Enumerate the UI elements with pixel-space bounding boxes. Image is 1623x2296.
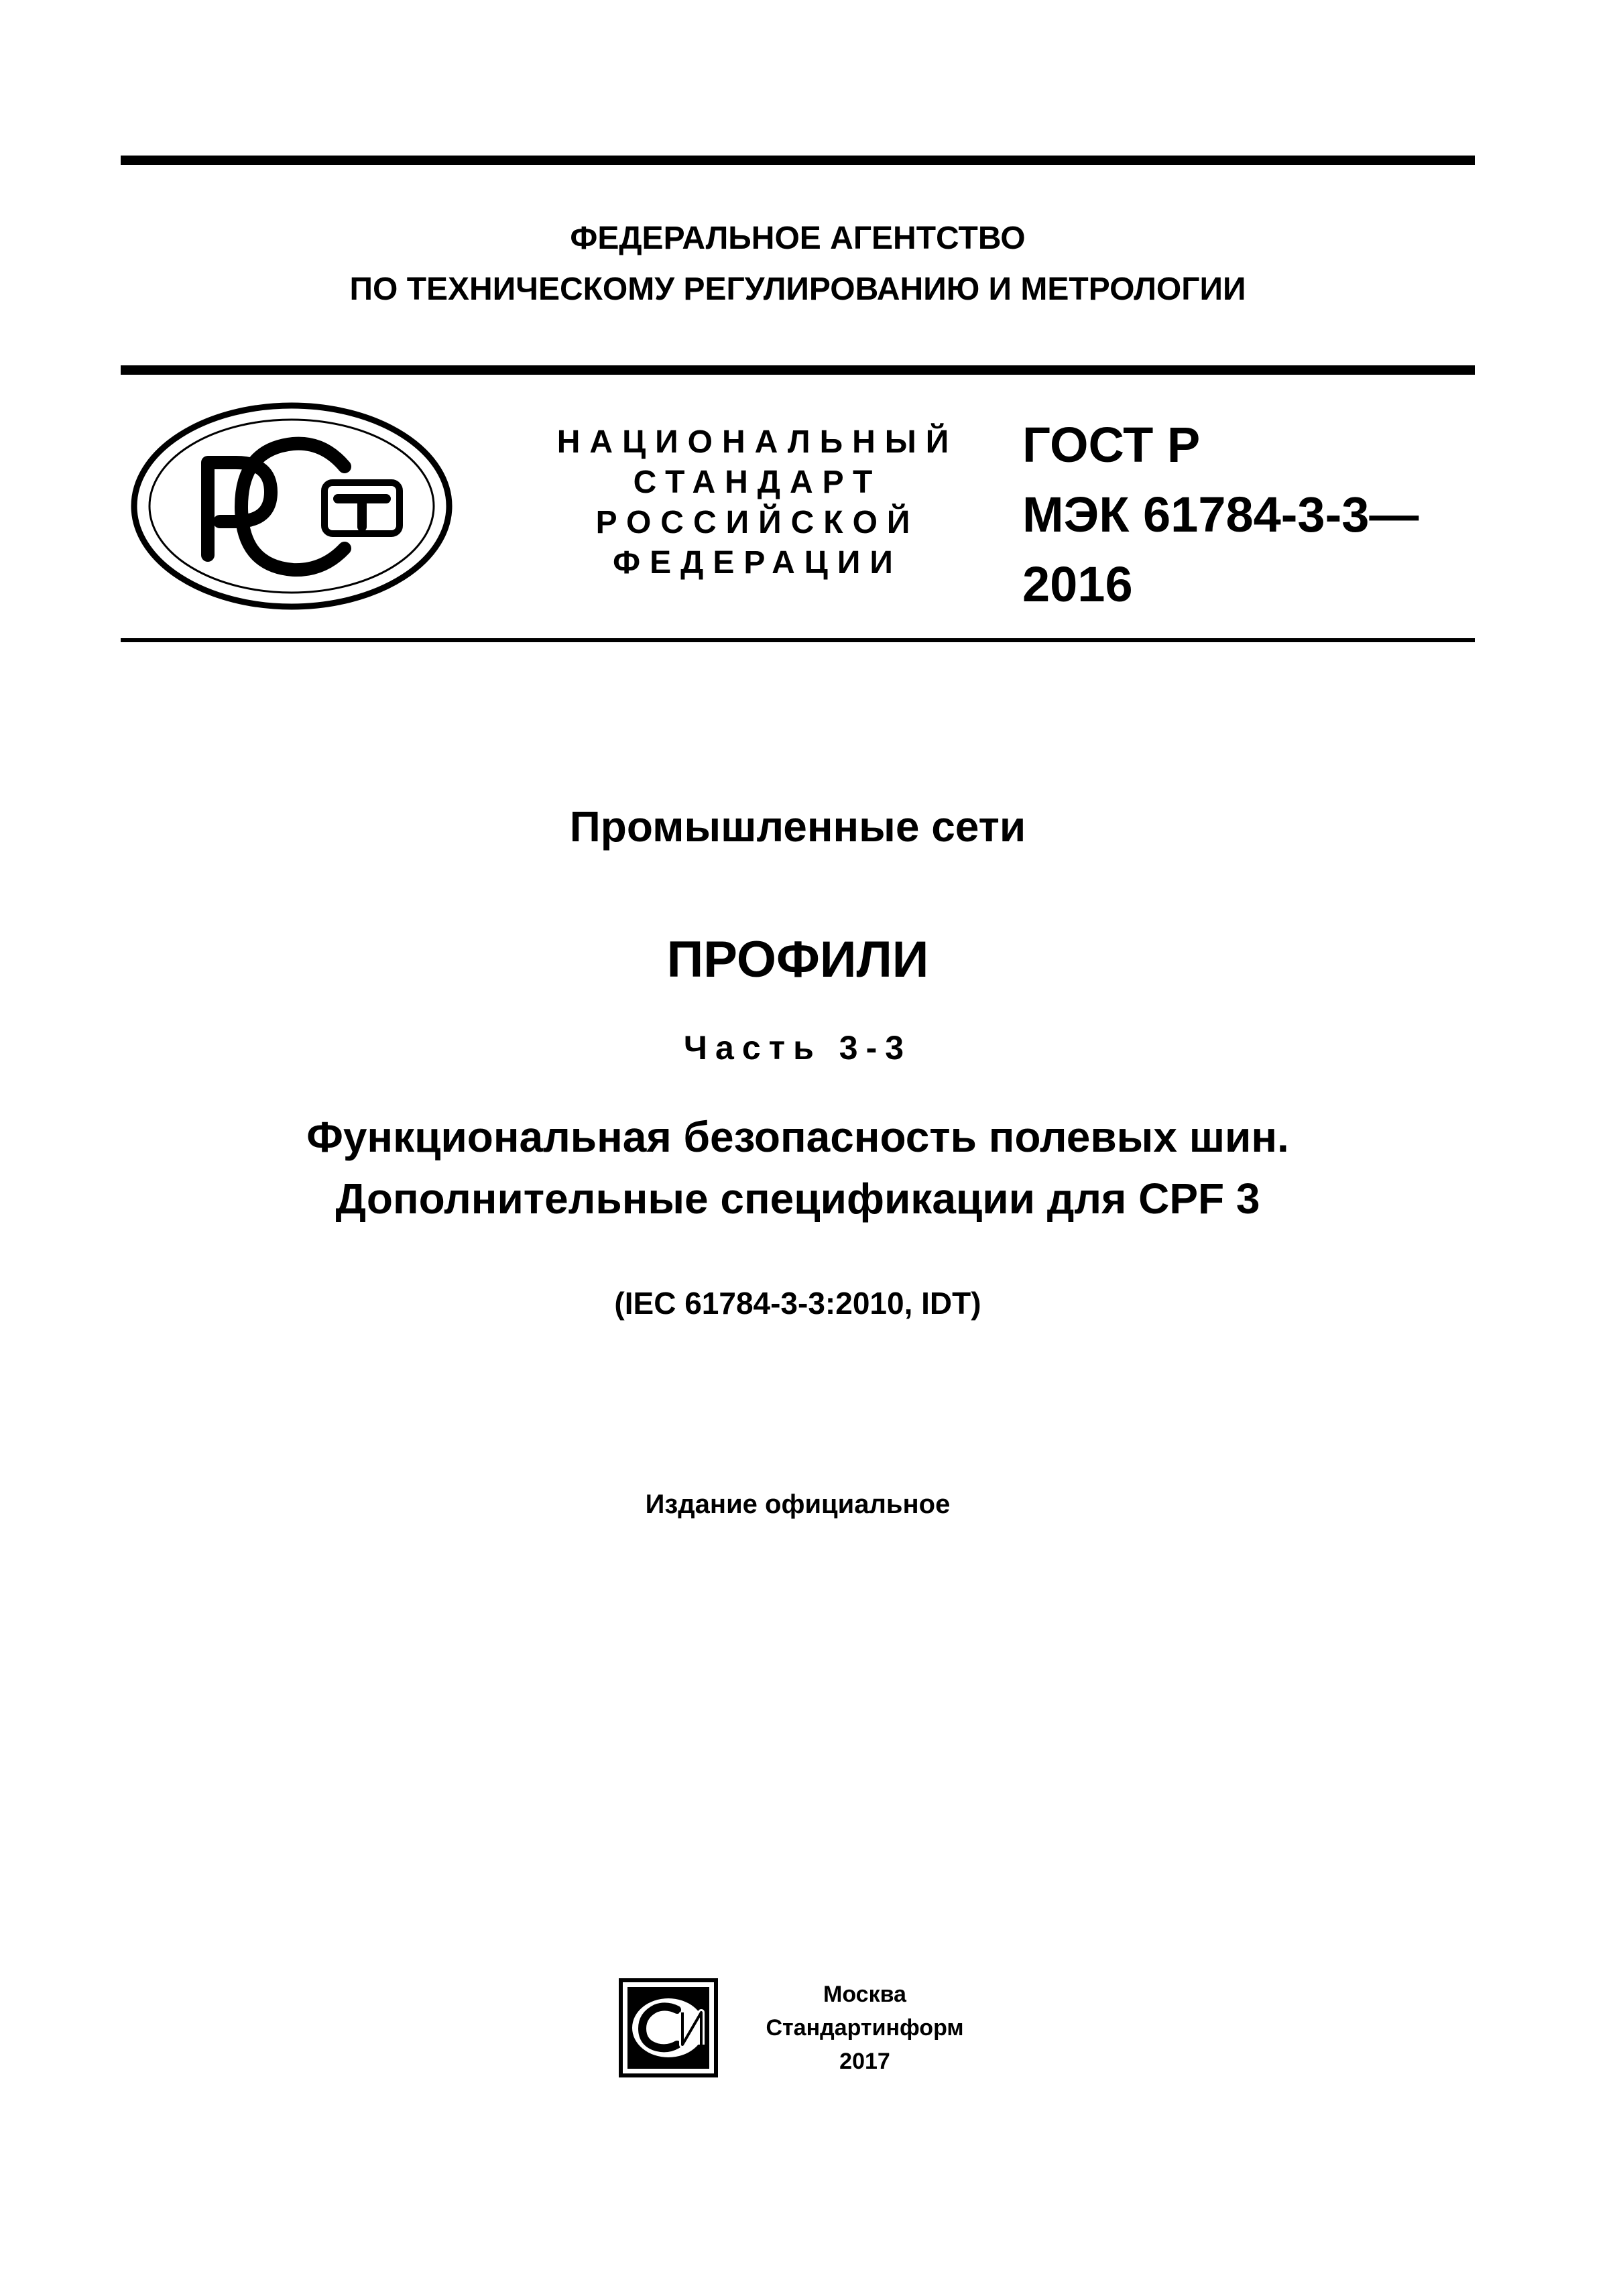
national-line-3: РОССИЙСКОЙ xyxy=(595,505,920,540)
document-topic: ПРОФИЛИ xyxy=(666,931,929,988)
document-subject: Промышленные сети xyxy=(569,802,1026,851)
identification-note: (IEC 61784-3-3:2010, IDT) xyxy=(614,1286,981,1321)
national-standard-label xyxy=(530,422,985,583)
document-title xyxy=(121,1106,1475,1229)
designation-rule xyxy=(121,638,1475,642)
designation-line-1: ГОСТ Р xyxy=(1022,417,1201,473)
title-line-2: Дополнительные спецификации для CPF 3 xyxy=(335,1174,1260,1223)
national-line-1: НАЦИОНАЛЬНЫЙ xyxy=(556,424,959,460)
title-line-1: Функциональная безопасность полевых шин. xyxy=(306,1113,1289,1161)
edition-label: Издание официальное xyxy=(645,1490,951,1519)
publisher-block xyxy=(764,1978,965,2078)
national-line-4: ФЕДЕРАЦИИ xyxy=(613,545,902,581)
agency-line-1: ФЕДЕРАЛЬНОЕ АГЕНТСТВО xyxy=(570,221,1026,256)
header-rule xyxy=(121,365,1475,375)
publisher-year: 2017 xyxy=(839,2049,890,2074)
rst-emblem-icon xyxy=(129,401,455,611)
top-rule xyxy=(121,156,1475,165)
publisher-city: Москва xyxy=(823,1982,906,2007)
designation-line-2: МЭК 61784-3-3— xyxy=(1022,487,1419,542)
national-line-2: СТАНДАРТ xyxy=(633,465,882,500)
standartinform-logo-icon xyxy=(618,1978,719,2078)
standard-designation xyxy=(1022,410,1419,619)
document-part: Часть 3-3 xyxy=(683,1029,912,1067)
designation-line-3: 2016 xyxy=(1022,556,1133,612)
agency-name xyxy=(121,213,1475,315)
agency-line-2: ПО ТЕХНИЧЕСКОМУ РЕГУЛИРОВАНИЮ И МЕТРОЛОГИИ xyxy=(349,271,1246,307)
publisher-name: Стандартинформ xyxy=(766,2015,964,2041)
